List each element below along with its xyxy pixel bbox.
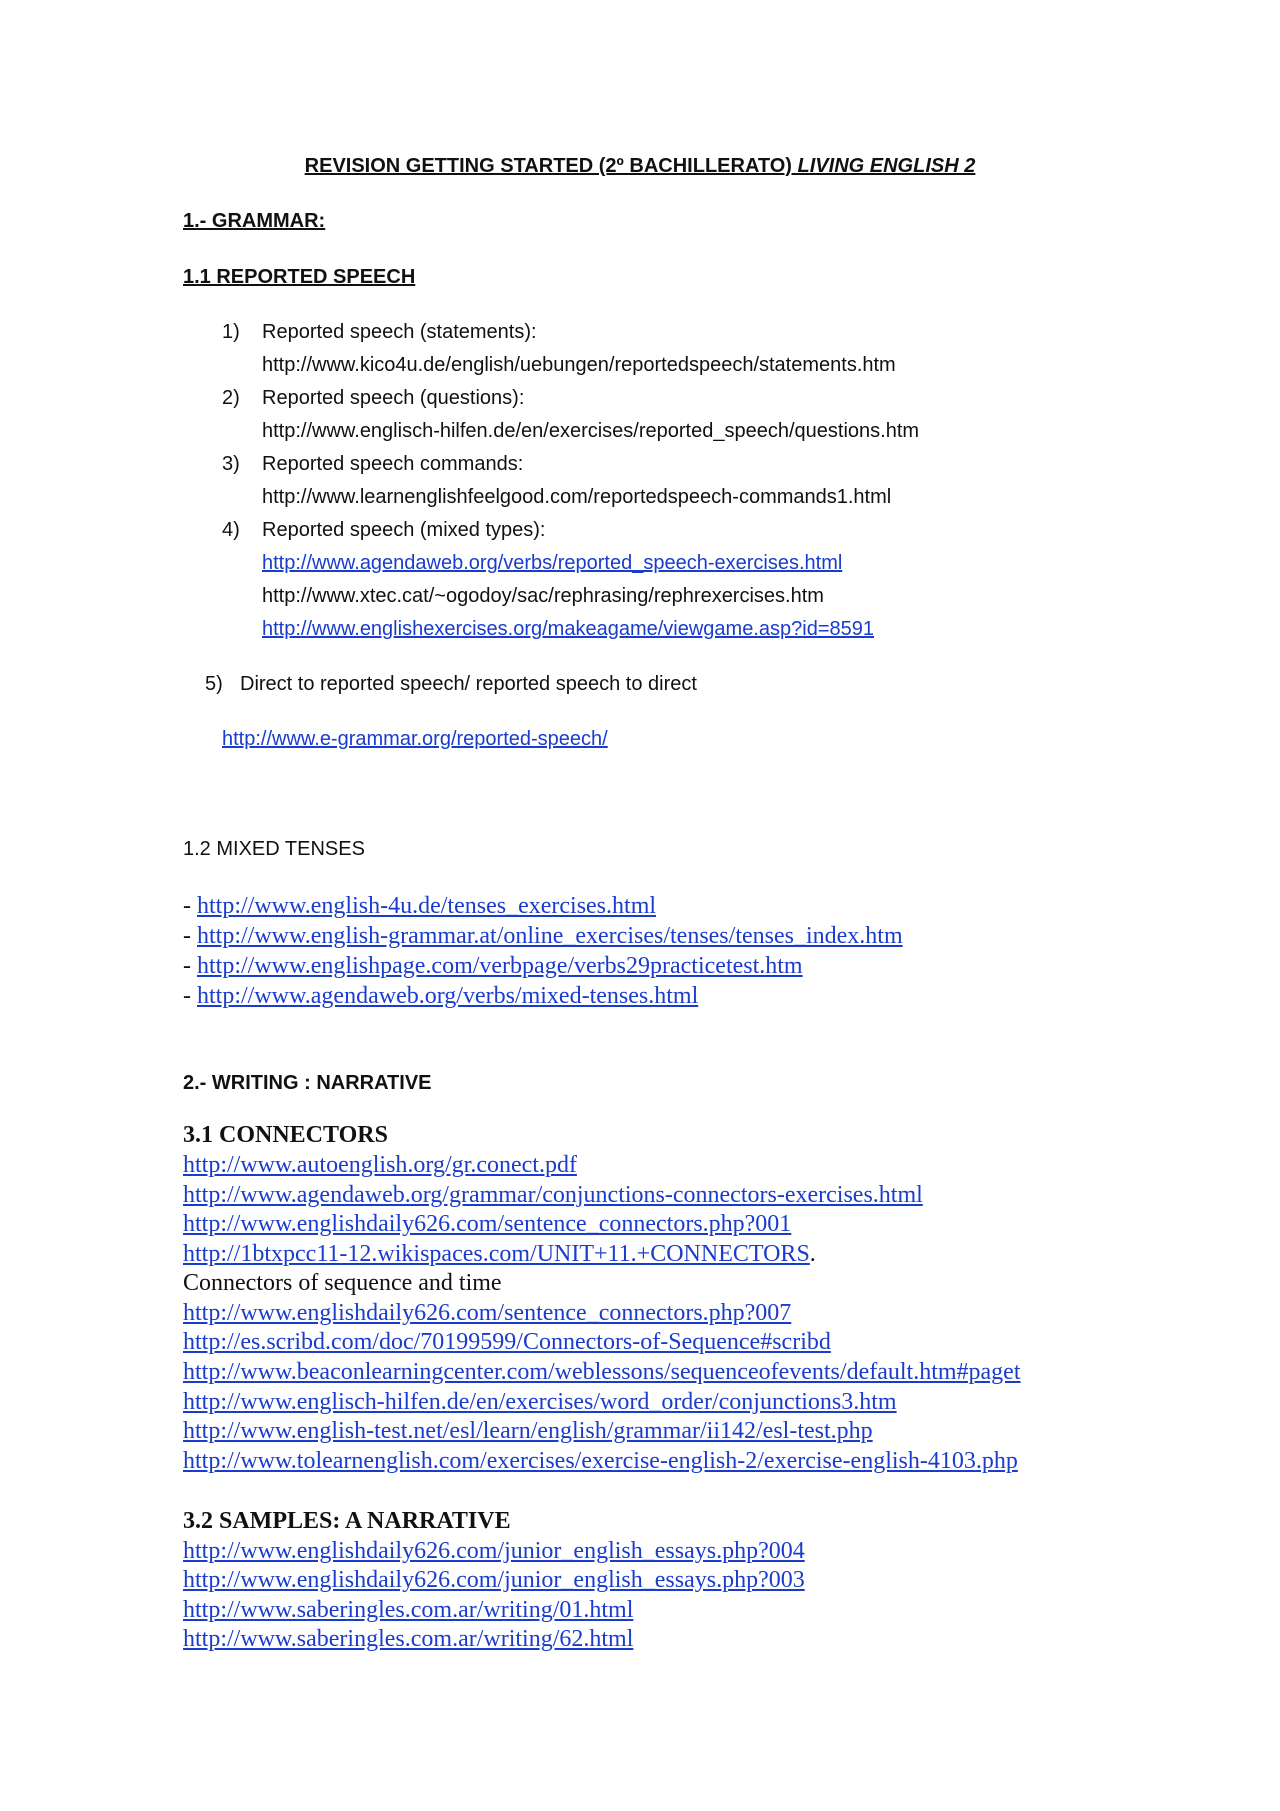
list-item-label: Reported speech (statements): [262,321,537,343]
link[interactable]: http://www.englisch-hilfen.de/en/exercises/word_order/conjunctions3.htm [183,1389,897,1415]
bullet: - [183,953,197,979]
link[interactable]: http://www.beaconlearningcenter.com/weblessons/sequenceofevents/default.htm#paget [183,1359,1021,1385]
sequence-heading: Connectors of sequence and time [183,1270,502,1296]
list-number: 1) [222,321,240,343]
samples-heading: 3.2 SAMPLES: A NARRATIVE [183,1508,511,1534]
link[interactable]: http://www.englishpage.com/verbpage/verbs29practicetest.htm [197,953,803,979]
link[interactable]: http://www.english-grammar.at/online_exercises/tenses/tenses_index.htm [197,923,903,949]
mixed-tenses-heading: 1.2 MIXED TENSES [183,838,365,860]
grammar-heading: 1.- GRAMMAR: [183,210,326,232]
url-text: http://www.englisch-hilfen.de/en/exercises/reported_speech/questions.htm [262,420,920,442]
link[interactable]: http://www.englishdaily626.com/junior_english_essays.php?003 [183,1567,805,1593]
list-item-label: Reported speech (mixed types): [262,519,546,541]
link[interactable]: http://www.saberingles.com.ar/writing/62.html [183,1626,634,1652]
link[interactable]: http://www.tolearnenglish.com/exercises/exercise-english-2/exercise-english-4103.php [183,1448,1018,1474]
bullet: - [183,923,197,949]
url-text: http://www.learnenglishfeelgood.com/reportedspeech-commands1.html [262,486,892,508]
bullet: - [183,983,197,1009]
url-text: http://www.kico4u.de/english/uebungen/reportedspeech/statements.htm [262,354,896,376]
list-number: 4) [222,519,240,541]
list-item-label: Direct to reported speech/ reported speech to direct [240,673,697,695]
link[interactable]: http://www.englishdaily626.com/sentence_connectors.php?001 [183,1211,792,1237]
link[interactable]: http://www.saberingles.com.ar/writing/01.html [183,1597,634,1623]
trailing-period: . [809,1241,816,1267]
list-item [183,893,656,920]
document-title [0,155,1280,178]
link[interactable]: http://es.scribd.com/doc/70199599/Connectors-of-Sequence#scribd [183,1329,831,1355]
link[interactable]: http://www.e-grammar.org/reported-speech/ [222,728,608,750]
list-item-label: Reported speech commands: [262,453,524,475]
writing-heading: 2.- WRITING : NARRATIVE [183,1072,432,1094]
link[interactable]: http://www.englishdaily626.com/sentence_connectors.php?007 [183,1300,792,1326]
list-item [183,923,903,950]
connectors-heading: 3.1 CONNECTORS [183,1122,388,1148]
list-item [183,1241,816,1268]
list-number: 5) [205,673,223,695]
link[interactable]: http://www.english-4u.de/tenses_exercises.html [197,893,657,919]
list-item [183,953,803,980]
list-number: 3) [222,453,240,475]
list-item-label: Reported speech (questions): [262,387,525,409]
bullet: - [183,893,197,919]
title-italic: LIVING ENGLISH 2 [797,155,976,177]
link[interactable]: http://www.agendaweb.org/verbs/reported_speech-exercises.html [262,552,843,574]
list-number: 2) [222,387,240,409]
list-item [183,983,698,1010]
link[interactable]: http://www.english-test.net/esl/learn/english/grammar/ii142/esl-test.php [183,1418,873,1444]
reported-speech-heading: 1.1 REPORTED SPEECH [183,266,416,288]
link[interactable]: http://www.englishdaily626.com/junior_english_essays.php?004 [183,1538,805,1564]
link[interactable]: http://www.englishexercises.org/makeagame/viewgame.asp?id=8591 [262,618,875,640]
link[interactable]: http://www.autoenglish.org/gr.conect.pdf [183,1152,577,1178]
link[interactable]: http://1btxpcc11-12.wikispaces.com/UNIT+11.+CONNECTORS [183,1241,810,1267]
link[interactable]: http://www.agendaweb.org/verbs/mixed-tenses.html [197,983,699,1009]
url-text: http://www.xtec.cat/~ogodoy/sac/rephrasing/rephrexercises.htm [262,585,824,607]
link[interactable]: http://www.agendaweb.org/grammar/conjunctions-connectors-exercises.html [183,1182,923,1208]
title-main: REVISION GETTING STARTED (2º BACHILLERATO) [304,155,798,177]
